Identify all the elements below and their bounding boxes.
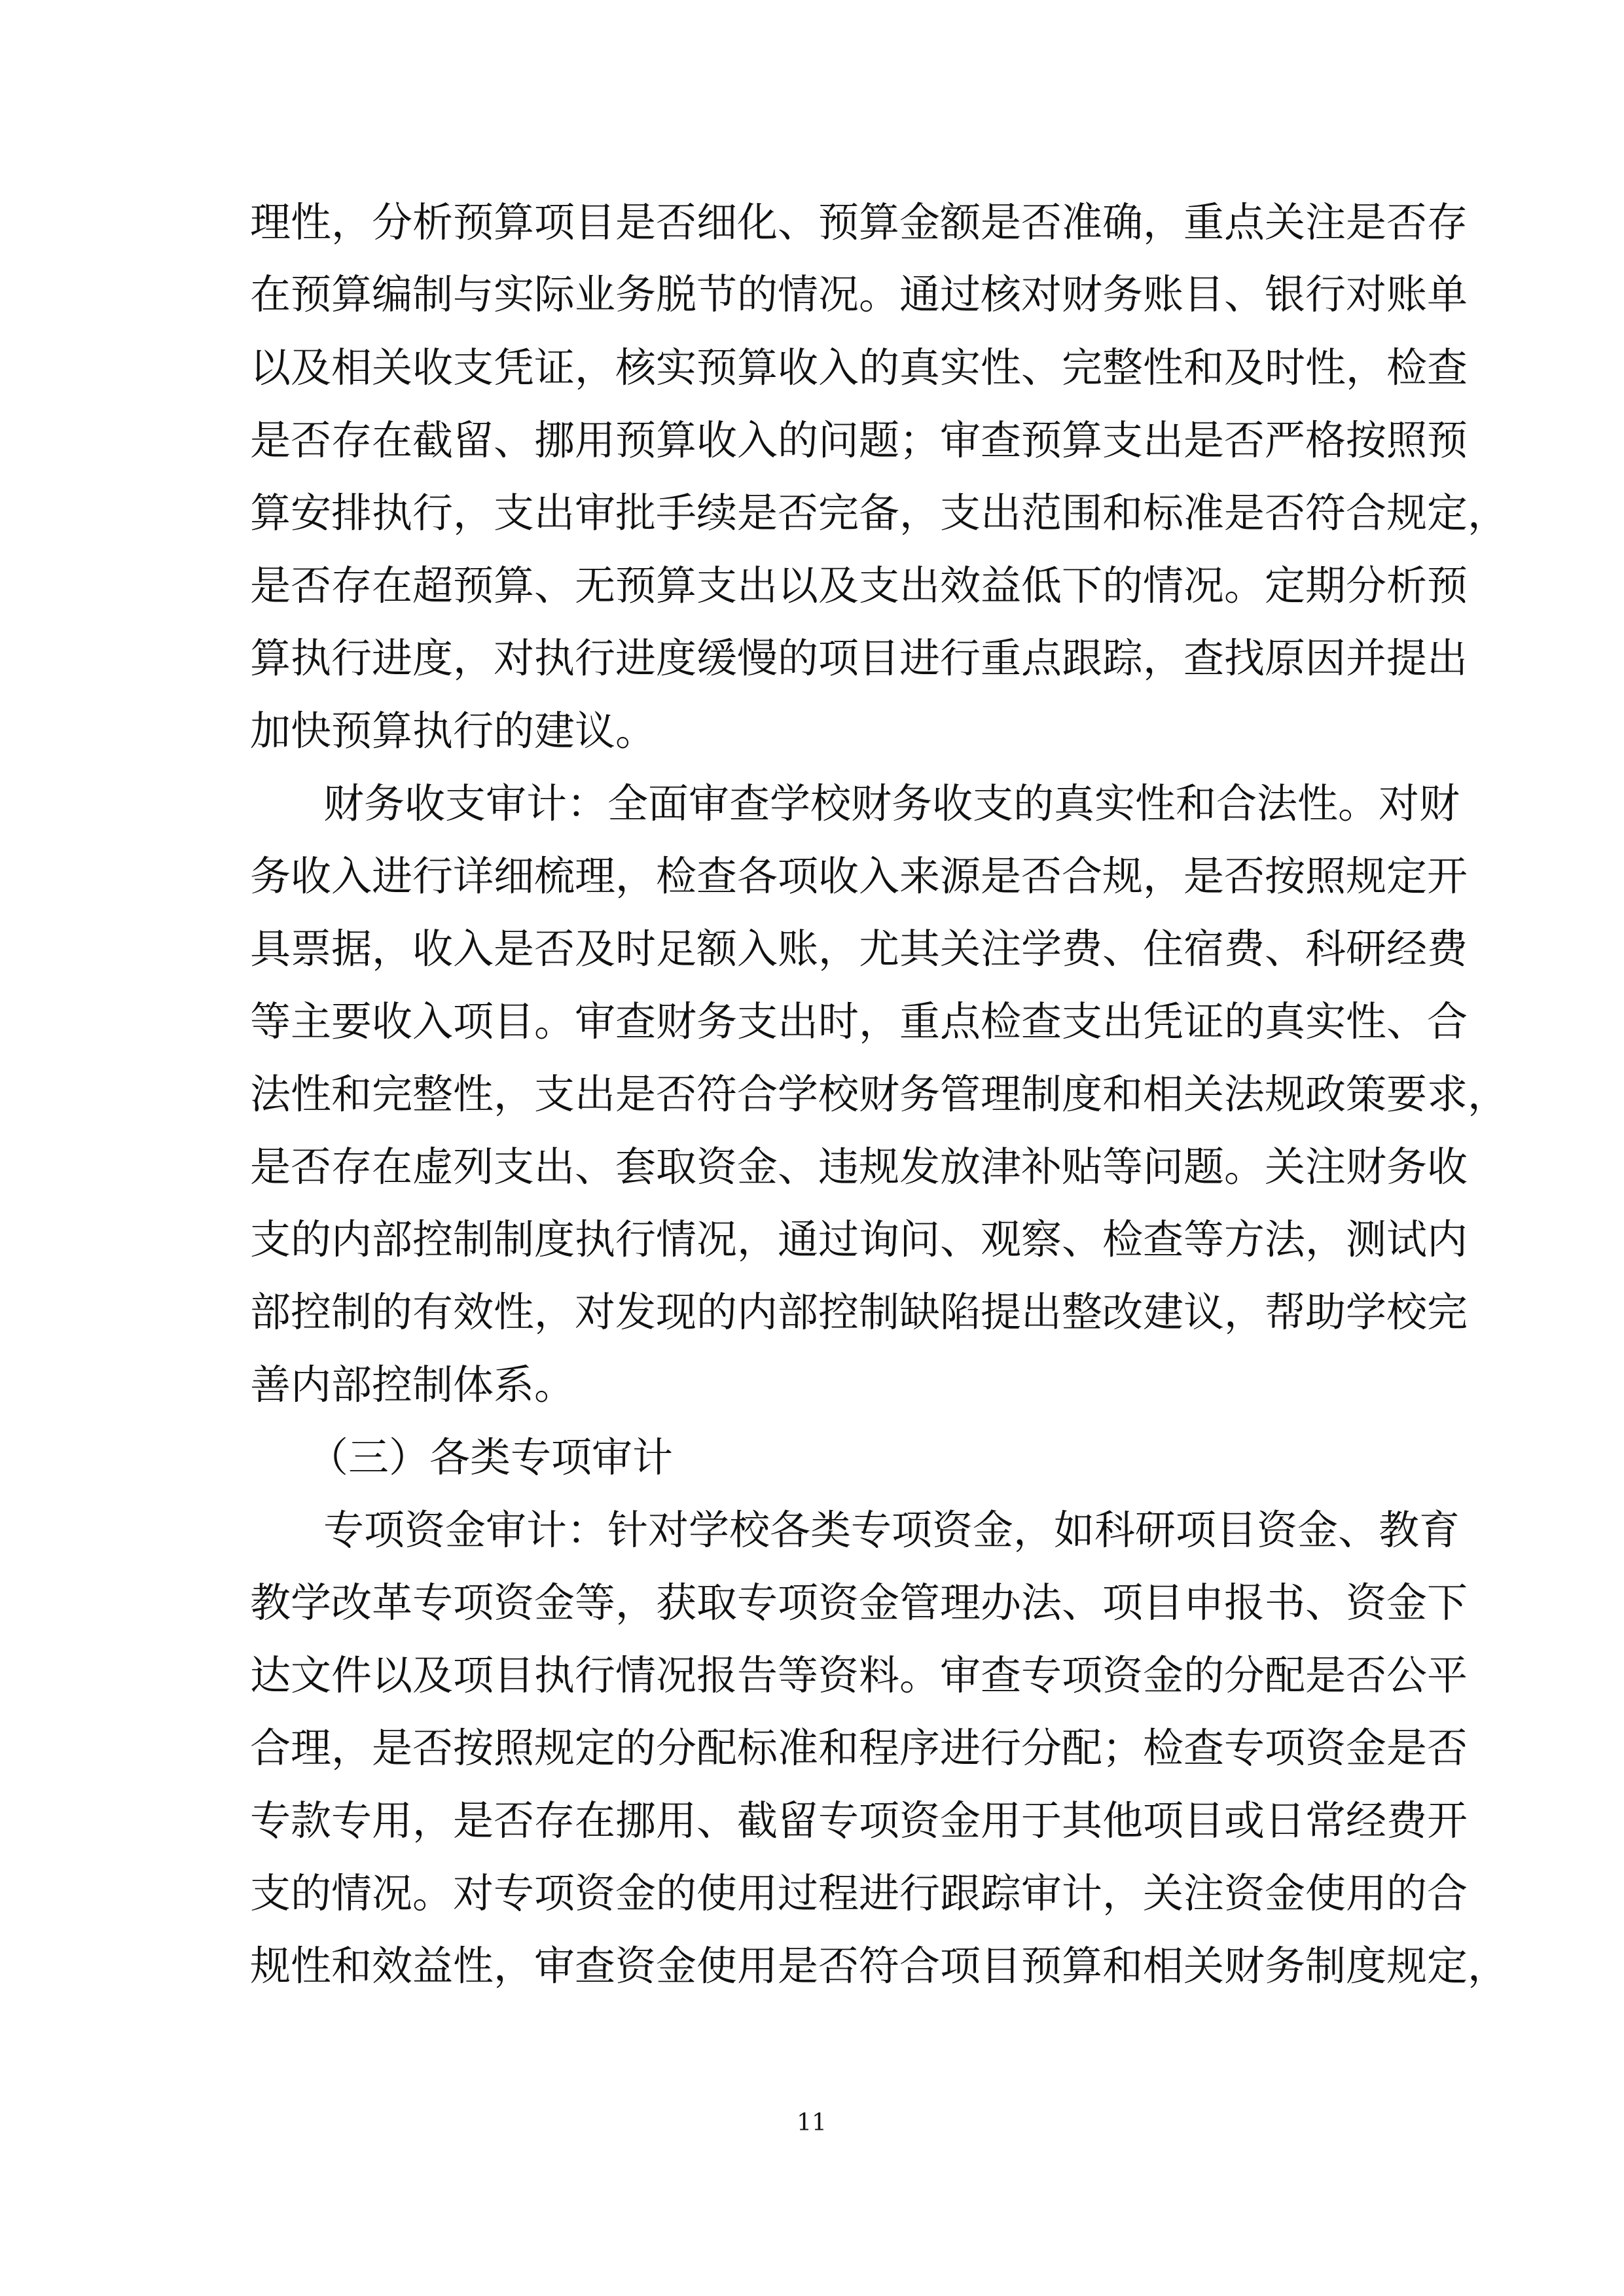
page-number: 11 xyxy=(797,2109,827,2136)
paragraph-first-line: 财务收支审计：全面审查学校财务收支的真实性和合法性。对财 xyxy=(323,780,1460,827)
text-line: 理性，分析预算项目是否细化、预算金额是否准确，重点关注是否存 xyxy=(250,198,1468,246)
text-line: 是否存在虚列支出、套取资金、违规发放津补贴等问题。关注财务收 xyxy=(250,1143,1468,1191)
text-line: 算安排执行，支出审批手续是否完备，支出范围和标准是否符合规定， xyxy=(250,489,1509,537)
text-line: 在预算编制与实际业务脱节的情况。通过核对财务账目、银行对账单 xyxy=(250,270,1468,318)
text-line: 支的情况。对专项资金的使用过程进行跟踪审计，关注资金使用的合 xyxy=(250,1869,1468,1917)
text-line: 专款专用，是否存在挪用、截留专项资金用于其他项目或日常经费开 xyxy=(250,1797,1468,1844)
text-line: 法性和完整性，支出是否符合学校财务管理制度和相关法规政策要求， xyxy=(250,1070,1509,1118)
text-line: 支的内部控制制度执行情况，通过询问、观察、检查等方法，测试内 xyxy=(250,1215,1468,1263)
text-line: 算执行进度，对执行进度缓慢的项目进行重点跟踪，查找原因并提出 xyxy=(250,634,1468,682)
text-line: 教学改革专项资金等，获取专项资金管理办法、项目申报书、资金下 xyxy=(250,1579,1468,1626)
text-line: 善内部控制体系。 xyxy=(250,1361,575,1408)
text-line: 以及相关收支凭证，核实预算收入的真实性、完整性和及时性，检查 xyxy=(250,344,1468,391)
text-line: 达文件以及项目执行情况报告等资料。审查专项资金的分配是否公平 xyxy=(250,1651,1468,1699)
text-line: 是否存在截留、挪用预算收入的问题；审查预算支出是否严格按照预 xyxy=(250,416,1468,464)
text-line: 等主要收入项目。审查财务支出时，重点检查支出凭证的真实性、合 xyxy=(250,997,1468,1045)
text-line: 是否存在超预算、无预算支出以及支出效益低下的情况。定期分析预 xyxy=(250,562,1468,609)
text-line: 部控制的有效性，对发现的内部控制缺陷提出整改建议，帮助学校完 xyxy=(250,1288,1468,1336)
text-line: 规性和效益性，审查资金使用是否符合项目预算和相关财务制度规定， xyxy=(250,1942,1509,1990)
text-line: 加快预算执行的建议。 xyxy=(250,707,657,755)
text-line: 务收入进行详细梳理，检查各项收入来源是否合规，是否按照规定开 xyxy=(250,852,1468,900)
paragraph-first-line: 专项资金审计：针对学校各类专项资金，如科研项目资金、教育 xyxy=(323,1506,1460,1554)
section-heading: （三）各类专项审计 xyxy=(308,1433,674,1481)
text-line: 具票据，收入是否及时足额入账，尤其关注学费、住宿费、科研经费 xyxy=(250,925,1468,973)
text-line: 合理，是否按照规定的分配标准和程序进行分配；检查专项资金是否 xyxy=(250,1724,1468,1772)
